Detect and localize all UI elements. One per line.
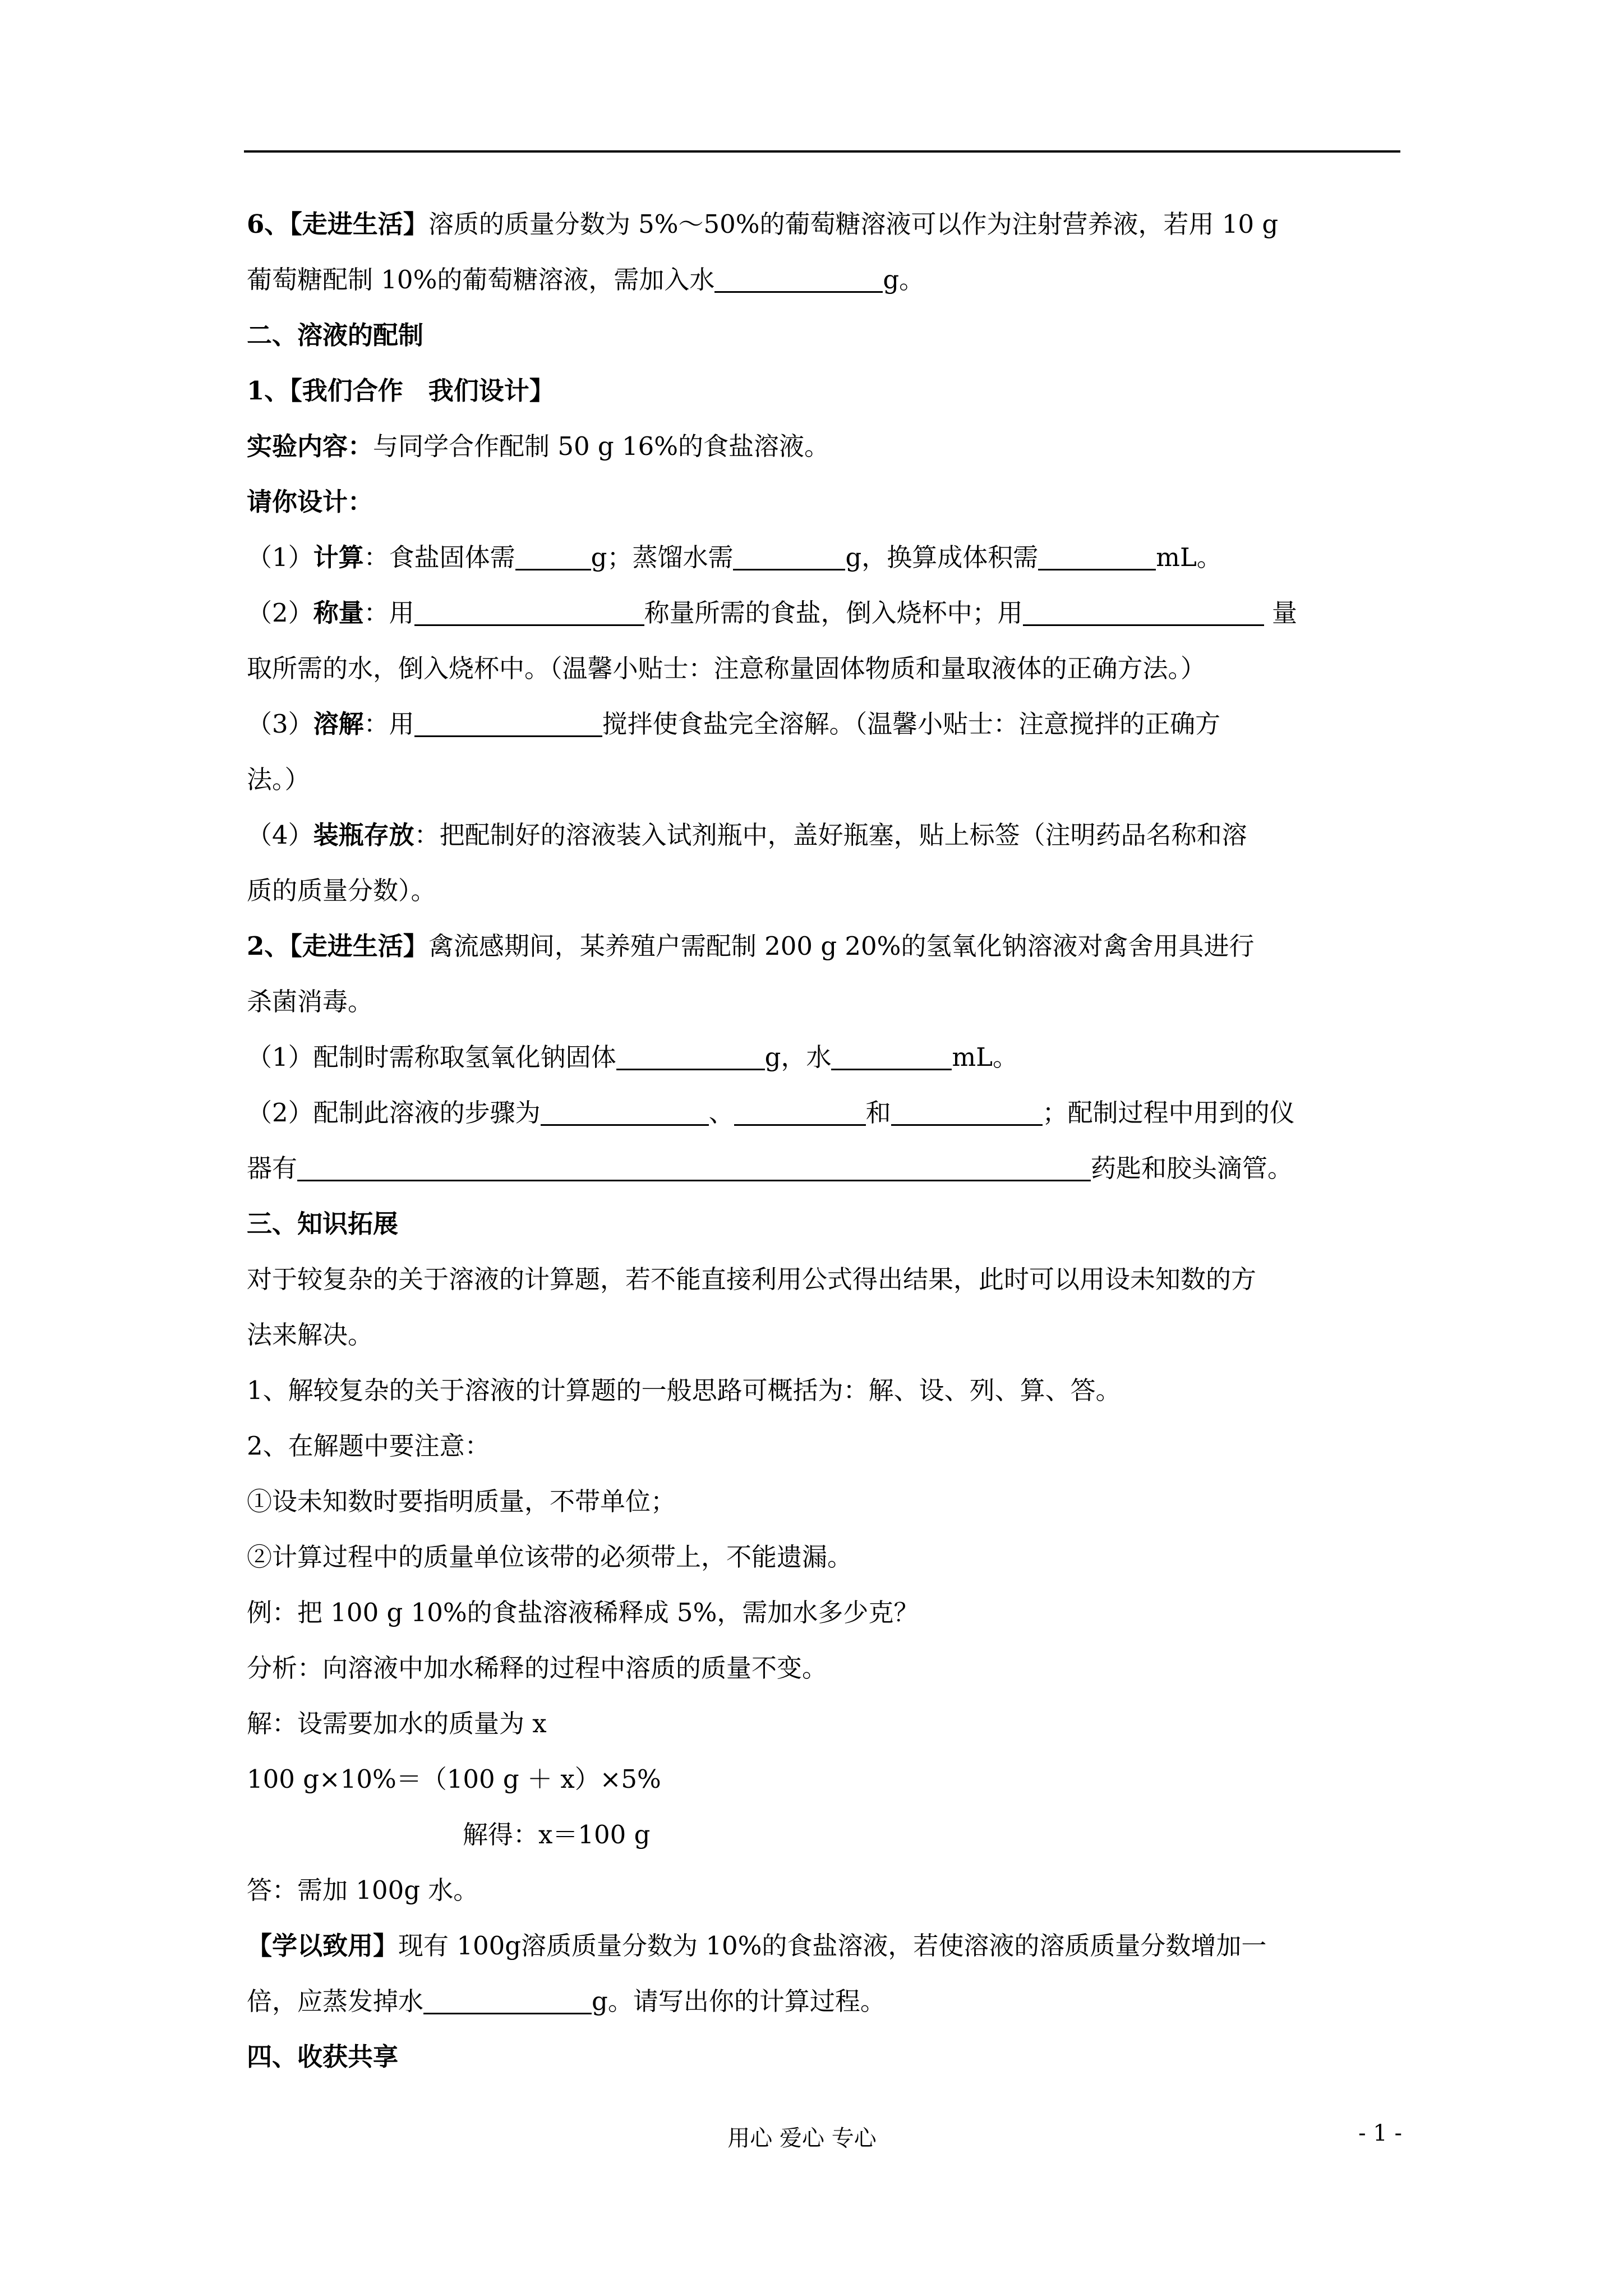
section2-sub1: 1、【我们合作 我们设计】 (247, 376, 555, 406)
solution-answer: 答：需加 100g 水。 (247, 1875, 479, 1905)
step-blank-3[interactable] (891, 1096, 1043, 1126)
apply-tag: 【学以致用】 (247, 1931, 399, 1961)
evaporate-water-blank[interactable] (423, 1985, 592, 2014)
step3-line-2: 法。） (247, 765, 310, 794)
footer-motto: 用心 爱心 专心 (727, 2125, 877, 2151)
stirring-tool-blank[interactable] (414, 707, 602, 737)
q2-1-line: （1）配制时需称取氢氧化钠固体 g，水 mL。 (247, 1029, 1413, 1085)
section3-p1b: 法来解决。 (247, 1320, 374, 1350)
q2-water-volume-blank[interactable] (831, 1041, 952, 1070)
q2-2-line-2: 器有 药匙和胶头滴管。 (247, 1140, 1413, 1196)
step3-line-1: （3）溶解：用 搅拌使食盐完全溶解。（温馨小贴士：注意搅拌的正确方 (247, 696, 1413, 752)
step4-line-1: （4）装瓶存放：把配制好的溶液装入试剂瓶中，盖好瓶塞，贴上标签（注明药品名称和溶 (247, 820, 1247, 850)
step-blank-2[interactable] (734, 1096, 866, 1126)
apply-line-1: 【学以致用】现有 100g溶质质量分数为 10%的食盐溶液，若使溶液的溶质质量分数增加一 (247, 1931, 1267, 1961)
experiment-label: 实验内容： (247, 431, 374, 461)
section4-title: 四、收获共享 (247, 2042, 399, 2072)
step4-line-2: 质的质量分数）。 (247, 876, 436, 905)
section3-p1: 对于较复杂的关于溶液的计算题，若不能直接利用公式得出结果，此时可以用设未知数的方 (247, 1264, 1257, 1294)
solution-result: 解得：x＝100 g (463, 1820, 651, 1849)
example-question: 例：把 100 g 10%的食盐溶液稀释成 5%，需加水多少克？ (247, 1598, 919, 1627)
q6-text-end: g。 (883, 265, 925, 295)
q6-line-2 (247, 252, 1413, 307)
header-rule (244, 150, 1400, 153)
section2-title: 二、溶液的配制 (247, 320, 424, 350)
document-body (247, 196, 1413, 2085)
step2-line-1: （2）称量：用 称量所需的食盐，倒入烧杯中；用 量 (247, 585, 1413, 641)
solution-line-1: 解：设需要加水的质量为 x (247, 1709, 547, 1738)
design-label: 请你设计： (247, 487, 374, 517)
weighing-tool-blank[interactable] (414, 596, 644, 626)
q6-line-1 (247, 196, 1413, 252)
section2-sub2-line-1: 2、【走进生活】禽流感期间，某养殖户需配制 200 g 20%的氢氧化钠溶液对禽舍用具进行 (247, 931, 1255, 961)
water-mass-blank[interactable] (733, 541, 845, 570)
q6-text-a: 溶质的质量分数为 5%～50%的葡萄糖溶液可以作为注射营养液，若用 10 g (428, 209, 1279, 239)
section3-p2: 1、解较复杂的关于溶液的计算题的一般思路可概括为：解、设、列、算、答。 (247, 1375, 1121, 1405)
section3-p3: 2、在解题中要注意： (247, 1431, 490, 1461)
section2-sub2-line-2: 杀菌消毒。 (247, 987, 374, 1016)
step1-line: （1）计算：食盐固体需 g；蒸馏水需 g，换算成体积需 mL。 (247, 530, 1413, 585)
step-blank-1[interactable] (541, 1096, 709, 1126)
step2-line-2: 取所需的水，倒入烧杯中。（温馨小贴士：注意称量固体物质和量取液体的正确方法。） (247, 654, 1206, 683)
q6-tag: 6、【走进生活】 (247, 209, 428, 239)
salt-mass-blank[interactable] (515, 541, 591, 570)
section3-p4: ①设未知数时要指明质量，不带单位； (247, 1487, 676, 1516)
experiment-text: 与同学合作配制 50 g 16%的食盐溶液。 (373, 431, 830, 461)
page-number: - 1 - (1358, 2120, 1402, 2146)
q2-2-line-1: （2）配制此溶液的步骤为 、 和 ；配制过程中用到的仪 (247, 1085, 1413, 1140)
section3-p5: ②计算过程中的质量单位该带的必须带上，不能遗漏。 (247, 1542, 853, 1572)
example-analysis: 分析：向溶液中加水稀释的过程中溶质的质量不变。 (247, 1653, 828, 1683)
experiment-line (247, 418, 1413, 474)
instruments-blank[interactable] (297, 1152, 1091, 1181)
measuring-tool-blank[interactable] (1023, 596, 1264, 626)
solution-equation: 100 g×10%＝（100 g ＋ x）×5% (247, 1764, 661, 1794)
apply-line-2: 倍，应蒸发掉水 g。请写出你的计算过程。 (247, 1973, 1413, 2029)
q6-text-b: 葡萄糖配制 10%的葡萄糖溶液，需加入水 (247, 265, 715, 295)
naoh-mass-blank[interactable] (616, 1041, 765, 1070)
section3-title: 三、知识拓展 (247, 1209, 399, 1239)
q6-water-blank[interactable] (714, 263, 883, 293)
water-volume-blank[interactable] (1038, 541, 1156, 570)
